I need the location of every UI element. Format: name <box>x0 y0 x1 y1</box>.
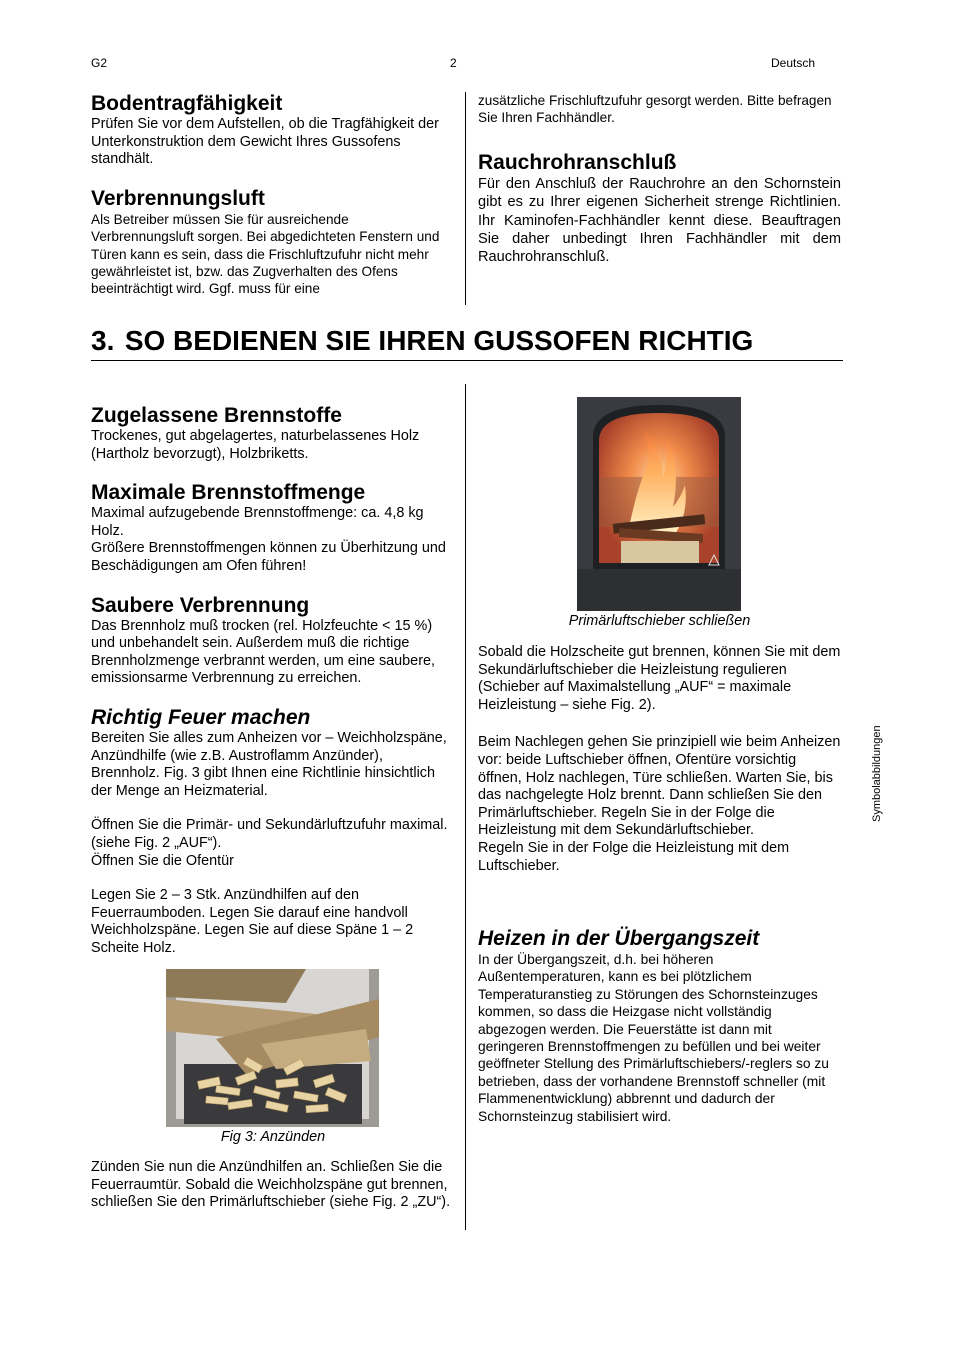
text-right-p1: Sobald die Holzscheite gut brennen, können Sie mit dem Sekundärluftschieber die Heizleistung regulieren (Schieber auf Maximalstellung „AUF“ = maximale Heizleistung – siehe Fig. 2). <box>478 644 841 713</box>
text-right-p2: Beim Nachlegen gehen Sie prinzipiell wie beim Anheizen vor: beide Luftschieber öffnen, Ofentüre vorsichtig öffnen, Holz nachlegen, Türe schließen. Warten Sie, bis das nachgelegte Holz brennt. Dann schließen Sie den Primärluftschieber. Regeln Sie in der Folge die Heizleistung mit dem Sekundärluftschieber. <box>478 734 841 839</box>
heading-brennstoffmenge: Maximale Brennstoffmenge <box>91 481 366 505</box>
text-feuer-p1: Bereiten Sie alles zum Anheizen vor – Weichholzspäne, Anzündhilfe (wie z.B. Austroflamm Anzünder), Brennholz. Fig. 3 gibt Ihnen eine Richtlinie hinsichtlich der Menge an Heizmaterial. <box>91 729 447 799</box>
kindling-illustration <box>166 969 379 1127</box>
caption-fig3: Fig 3: Anzünden <box>220 1129 326 1145</box>
column-divider-top <box>465 92 466 305</box>
text-brennstoffe: Trockenes, gut abgelagertes, naturbelassenes Holz (Hartholz bevorzugt), Holzbriketts. <box>91 428 420 462</box>
text-feuer-p4-container <box>91 1159 455 1212</box>
section-title: SO BEDIENEN SIE IHREN GUSSOFEN RICHTIG <box>124 325 754 356</box>
text-bodentragfaehigkeit: Prüfen Sie vor dem Aufstellen, ob die Tragfähigkeit der Unterkonstruktion dem Gewicht Ihres Gussofens standhält. <box>91 116 439 168</box>
kindling-photo <box>166 969 379 1127</box>
uebergang-section <box>478 927 841 1125</box>
heading-richtig-feuer: Richtig Feuer machen <box>91 705 311 729</box>
heading-bodentragfaehigkeit: Bodentragfähigkeit <box>91 92 283 115</box>
top-left-column <box>91 92 455 298</box>
page-number: 2 <box>450 56 457 70</box>
text-brennstoffmenge-2: Größere Brennstoffmengen können zu Überhitzung und Beschädigungen am Ofen führen! <box>91 540 446 574</box>
text-uebergangszeit: In der Übergangszeit, d.h. bei höheren Außentemperaturen, kann es bei plötzlichem Temperaturanstieg zu Störungen des Schornsteinzuges kommen, so dass die Heizgase nicht vollständig abgezogen werden. Die Feuerstätte ist dann mit geringeren Brennstoffmengen zu befüllen und bei weiter geöffneter Stellung des Primärluftschiebers/-reglers so zu betrieben, dass der vorhandene Brennstoff schneller (mit Flammenentwicklung) abbrennt und dadurch der Schornsteinzug stabilisiert wird. <box>478 952 829 1124</box>
stove-fire-photo <box>577 397 741 611</box>
column-divider-main <box>465 384 466 1230</box>
text-rauchrohranschluss: Für den Anschluß der Rauchrohre an den Schornstein gibt es zu Ihrer eigenen Sicherheit strenge Richtlinien. Ihr Kaminofen-Fachhändler kennt diese. Beauftragen Sie daher unbedingt Ihren Fachhändler mit dem Rauchrohranschluß. <box>478 175 841 266</box>
heading-verbrennungsluft: Verbrennungsluft <box>91 186 265 210</box>
header-left: G2 <box>91 56 108 70</box>
section-number: 3. <box>91 325 115 356</box>
heading-uebergangszeit: Heizen in der Übergangszeit <box>478 927 760 950</box>
side-label: Symbolabbildungen <box>871 725 883 822</box>
text-verbrennungsluft: Als Betreiber müssen Sie für ausreichende Verbrennungsluft sorgen. Bei abgedichteten Fenstern und Türen kann es sein, dass die Frischluftzufuhr nicht mehr gewährleistet ist, bzw. das Zugverhalten des Ofens beeinträchtigt wird. Ggf. muss für eine <box>91 211 440 297</box>
top-right-column <box>478 92 841 267</box>
text-feuer-p3: Legen Sie 2 – 3 Stk. Anzündhilfen auf den Feuerraumboden. Legen Sie darauf eine handvoll Weichholzspäne. Legen Sie auf diese Späne 1 – 2 Scheite Holz. <box>91 887 414 956</box>
text-brennstoffmenge-1: Maximal aufzugebende Brennstoffmenge: ca. 4,8 kg Holz. <box>91 505 424 539</box>
caption-primaerluftschieber: Primärluftschieber schließen <box>568 613 751 629</box>
heading-brennstoffe: Zugelassene Brennstoffe <box>91 404 342 427</box>
text-continuation: zusätzliche Frischluftzufuhr gesorgt werden. Bitte befragen Sie Ihren Fachhändler. <box>478 93 832 126</box>
text-feuer-p4: Zünden Sie nun die Anzündhilfen an. Schließen Sie die Feuerraumtür. Sobald die Weichholzspäne gut brennen, schließen Sie den Primärluftschieber (siehe Fig. 2 „ZU“). <box>91 1159 451 1211</box>
text-feuer-p2a: Öffnen Sie die Primär- und Sekundärluftzufuhr maximal. (siehe Fig. 2 „AUF“). <box>91 817 448 851</box>
header-language: Deutsch <box>771 56 816 70</box>
stove-fire-illustration <box>577 397 741 611</box>
heading-rauchrohranschluss: Rauchrohranschluß <box>478 150 677 174</box>
main-left-column <box>91 404 455 957</box>
section-heading <box>91 325 843 361</box>
heading-saubere-verbrennung: Saubere Verbrennung <box>91 593 310 617</box>
main-right-column <box>478 644 841 875</box>
text-feuer-p2b: Öffnen Sie die Ofentür <box>91 852 234 869</box>
text-saubere-verbrennung: Das Brennholz muß trocken (rel. Holzfeuchte < 15 %) und unbehandelt sein. Außerdem muß die richtige Brennholzmenge verbrannt werden, um eine saubere, emissionsarme Verbrennung zu erreichen. <box>91 617 435 687</box>
text-right-p2b: Regeln Sie in der Folge die Heizleistung mit dem Luftschieber. <box>478 839 790 874</box>
